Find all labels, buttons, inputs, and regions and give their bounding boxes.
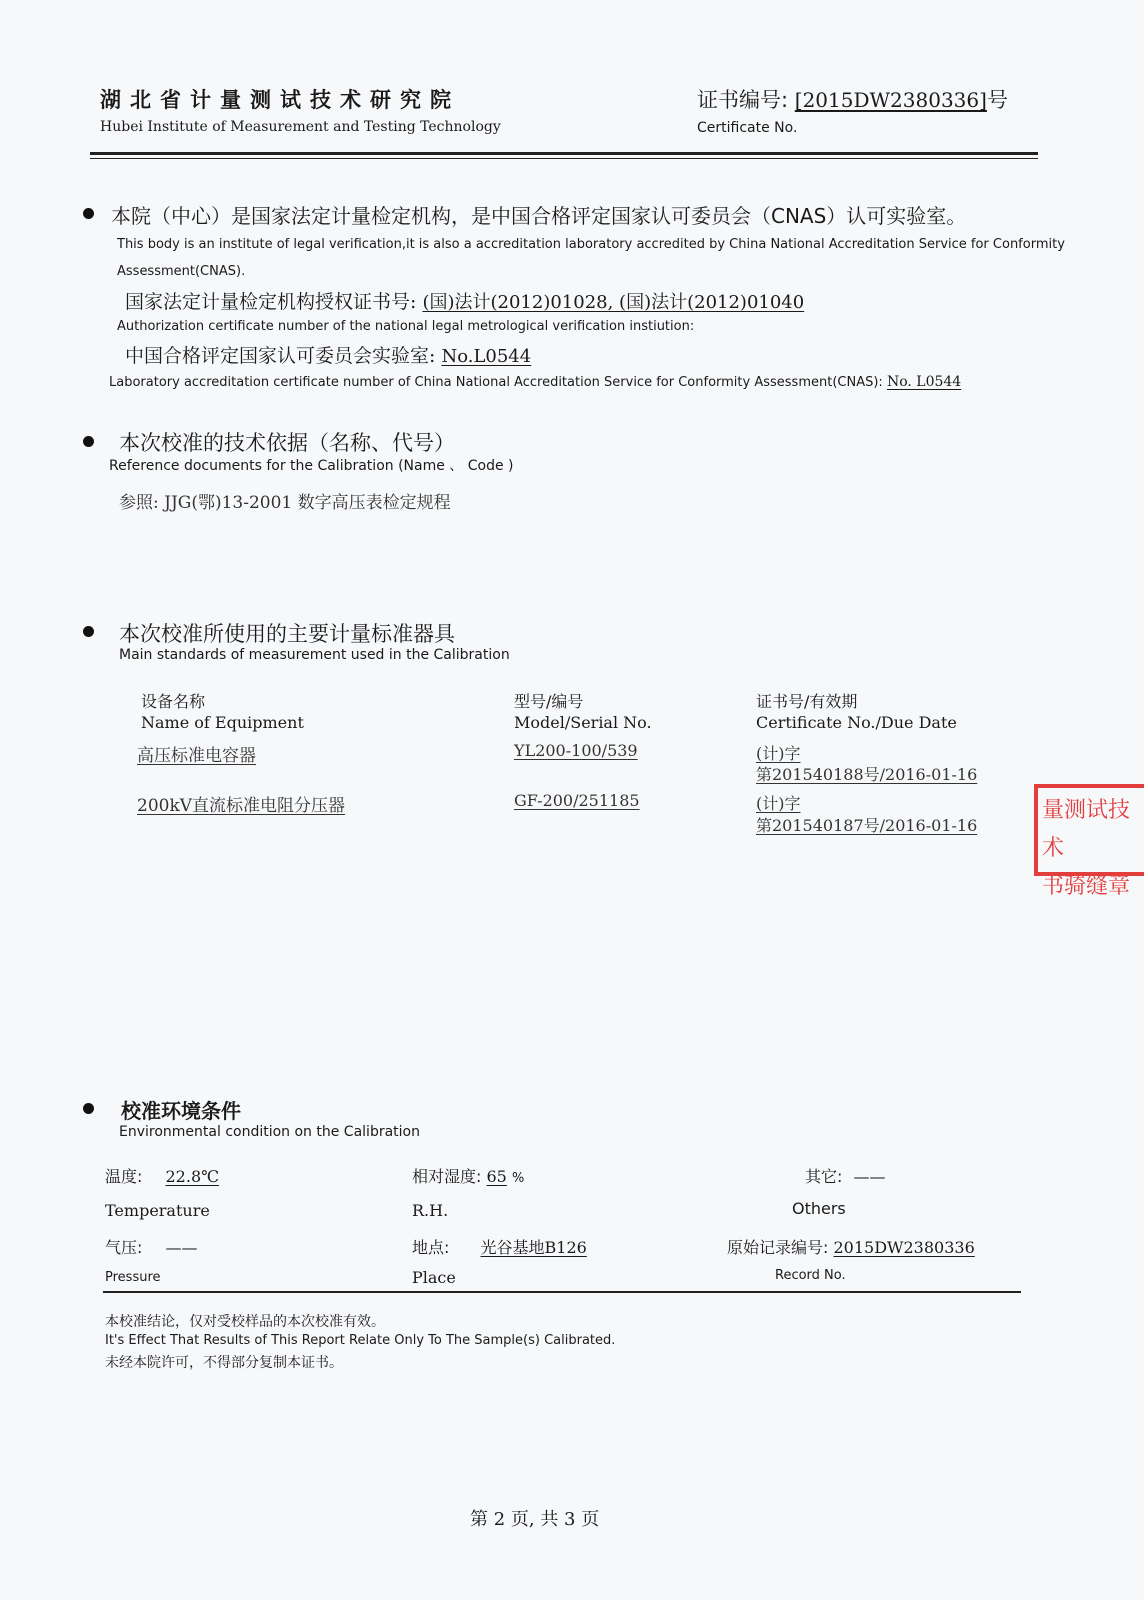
- lab-label-en: Laboratory accreditation certificate number of China National Accreditation Service for Conformity Assessment(CNAS):: [109, 375, 883, 390]
- environment-heading-en: Environmental condition on the Calibration: [119, 1124, 420, 1140]
- accreditation-statement-en-1: This body is an institute of legal verification,it is also a accreditation laboratory accredited by China National Accreditation Service for Conformity: [117, 237, 1065, 252]
- lab-label-cn: 中国合格评定国家认可委员会实验室:: [125, 345, 436, 367]
- authorization-row: [125, 287, 804, 314]
- copy-restriction-note-cn: 未经本院许可，不得部分复制本证书。: [105, 1355, 343, 1371]
- equipment-model-1: YL200-100/539: [514, 741, 638, 760]
- record-value: 2015DW2380336: [833, 1238, 975, 1257]
- lab-accreditation-row: [125, 341, 531, 368]
- lab-number-en: No. L0544: [886, 374, 962, 390]
- validity-note-en: It's Effect That Results of This Report Relate Only To The Sample(s) Calibrated.: [105, 1333, 616, 1348]
- certificate-number: [2015DW2380336]: [794, 88, 987, 112]
- bullet-reference: [83, 436, 94, 447]
- temperature-label-cn: 温度:: [105, 1167, 143, 1186]
- place-value: 光谷基地B126: [480, 1238, 587, 1257]
- certificate-label-en: Certificate No.: [697, 120, 798, 136]
- equipment-cert-2a: (计)字: [756, 794, 801, 813]
- institute-name-cn: 湖北省计量测试技术研究院: [100, 88, 460, 112]
- temperature-value: 22.8℃: [165, 1167, 220, 1186]
- others-label-cn: 其它:: [805, 1167, 843, 1186]
- header-rule-thick: [90, 152, 1038, 155]
- certificate-number-row: [697, 84, 1008, 114]
- pressure-row: [105, 1235, 198, 1258]
- page-number: 第 2 页, 共 3 页: [470, 1509, 600, 1530]
- lab-number: No.L0544: [441, 346, 532, 367]
- others-value: ——: [853, 1167, 886, 1186]
- place-label-cn: 地点:: [412, 1238, 450, 1257]
- equipment-name-2: 200kV直流标准电阻分压器: [137, 796, 346, 816]
- accreditation-statement-en-2: Assessment(CNAS).: [117, 264, 246, 279]
- seam-seal-stamp: [1034, 784, 1144, 899]
- lab-accreditation-en-row: [109, 374, 961, 390]
- reference-heading-cn: 本次校准的技术依据（名称、代号）: [119, 431, 455, 455]
- standards-heading-cn: 本次校准所使用的主要计量标准器具: [119, 622, 455, 646]
- pressure-label-cn: 气压:: [105, 1238, 143, 1257]
- reference-document: 参照: JJG(鄂)13-2001 数字高压表检定规程: [119, 493, 451, 513]
- record-label-cn: 原始记录编号:: [727, 1238, 829, 1257]
- validity-note-cn: 本校准结论，仅对受校样品的本次校准有效。: [105, 1314, 385, 1330]
- standards-heading-en: Main standards of measurement used in the Calibration: [119, 647, 510, 663]
- certificate-label-cn: 证书编号:: [697, 88, 789, 112]
- authorization-label-en: Authorization certificate number of the national legal metrological verification instiution:: [117, 319, 695, 334]
- reference-heading-en: Reference documents for the Calibration (Name 、 Code ): [109, 458, 514, 474]
- column-header-model-en: Model/Serial No.: [514, 713, 652, 732]
- column-header-name-cn: 设备名称: [141, 692, 206, 711]
- column-header-name-en: Name of Equipment: [141, 713, 304, 732]
- environment-heading-cn: 校准环境条件: [121, 1099, 241, 1123]
- header-rule-thin: [90, 158, 1038, 159]
- humidity-row: [412, 1164, 524, 1187]
- pressure-value: ——: [165, 1238, 198, 1257]
- bullet-standards: [83, 626, 94, 637]
- column-header-cert-cn: 证书号/有效期: [756, 692, 858, 711]
- stamp-line-1: 量测试技术: [1042, 798, 1131, 861]
- institute-name-en: Hubei Institute of Measurement and Testing Technology: [100, 119, 501, 135]
- equipment-cert-1a: (计)字: [756, 744, 801, 763]
- equipment-cert-1b: 第201540188号/2016-01-16: [756, 765, 978, 784]
- equipment-cert-2b: 第201540187号/2016-01-16: [756, 816, 978, 835]
- authorization-label-cn: 国家法定计量检定机构授权证书号:: [125, 291, 417, 313]
- pressure-label-en: Pressure: [105, 1270, 161, 1285]
- record-row: [727, 1235, 975, 1258]
- certificate-suffix: 号: [986, 88, 1008, 112]
- bullet-environment: [83, 1103, 94, 1114]
- stamp-line-2: 书骑缝章: [1042, 874, 1131, 899]
- temperature-row: [105, 1164, 219, 1187]
- column-header-model-cn: 型号/编号: [514, 692, 584, 711]
- humidity-label-cn: 相对湿度:: [412, 1167, 482, 1186]
- environment-bottom-rule: [103, 1291, 1021, 1293]
- equipment-name-1: 高压标准电容器: [137, 746, 256, 766]
- bullet-accreditation: [83, 208, 94, 219]
- humidity-value: 65: [486, 1167, 507, 1186]
- accreditation-statement-cn: 本院（中心）是国家法定计量检定机构，是中国合格评定国家认可委员会（CNAS）认可实验室。: [111, 204, 967, 228]
- temperature-label-en: Temperature: [105, 1201, 210, 1220]
- equipment-model-2: GF-200/251185: [514, 791, 640, 810]
- record-label-en: Record No.: [775, 1268, 846, 1283]
- place-label-en: Place: [412, 1268, 456, 1287]
- others-label-en: Others: [792, 1199, 846, 1218]
- humidity-unit: %: [511, 1171, 525, 1186]
- authorization-number: (国)法计(2012)01028, (国)法计(2012)01040: [422, 292, 805, 313]
- others-row: [805, 1164, 886, 1187]
- column-header-cert-en: Certificate No./Due Date: [756, 713, 957, 732]
- humidity-label-en: R.H.: [412, 1201, 449, 1220]
- place-row: [412, 1235, 587, 1258]
